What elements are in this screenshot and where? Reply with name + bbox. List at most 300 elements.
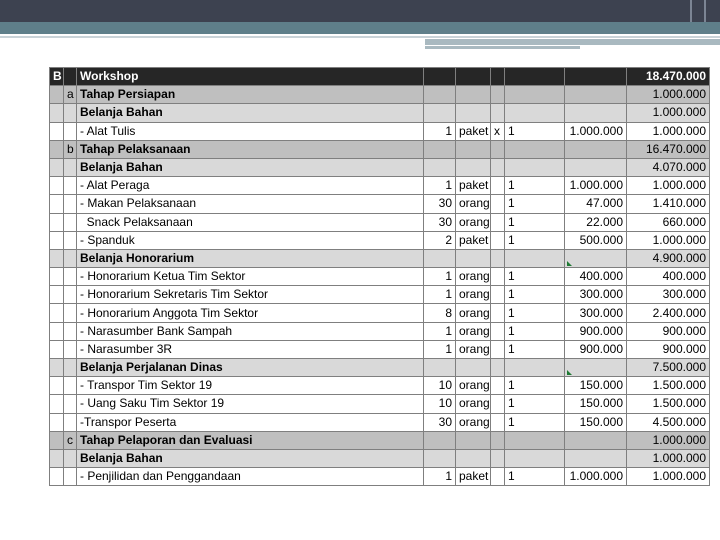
unit-price (565, 395, 627, 413)
item-frequency (505, 322, 565, 340)
table-row (50, 68, 710, 86)
item-quantity-text: 1 (445, 323, 452, 338)
table-row (50, 377, 710, 395)
item-description-text: Tahap Pelaporan dan Evaluasi (80, 432, 253, 447)
section-code (50, 395, 64, 413)
unit-price (565, 268, 627, 286)
line-total (627, 286, 710, 304)
table-row (50, 395, 710, 413)
multiply-sign (491, 140, 505, 158)
item-unit (456, 249, 491, 267)
item-quantity-text: 30 (438, 214, 452, 229)
item-description (77, 377, 424, 395)
item-quantity-text: 30 (438, 414, 452, 429)
unit-price-text: 150.000 (579, 378, 623, 393)
item-quantity (424, 213, 456, 231)
item-unit (456, 286, 491, 304)
line-total (627, 431, 710, 449)
unit-price (565, 377, 627, 395)
multiply-sign (491, 377, 505, 395)
multiply-sign (491, 449, 505, 467)
item-frequency (505, 68, 565, 86)
unit-price (565, 468, 627, 486)
item-unit-text: orang (459, 323, 490, 338)
line-total-text: 1.000.000 (652, 105, 706, 120)
item-unit (456, 431, 491, 449)
item-unit-text: orang (459, 305, 490, 320)
item-frequency-text: 1 (508, 269, 515, 284)
item-frequency-text: 1 (508, 378, 515, 393)
budget-table-body (50, 68, 710, 486)
section-code (50, 140, 64, 158)
unit-price (565, 122, 627, 140)
item-description-text: - Alat Peraga (80, 178, 150, 193)
item-description (77, 195, 424, 213)
stage-letter (64, 468, 77, 486)
table-row (50, 231, 710, 249)
item-frequency-text: 1 (508, 287, 515, 302)
item-frequency (505, 249, 565, 267)
stage-letter (64, 213, 77, 231)
item-quantity (424, 195, 456, 213)
item-quantity-text: 1 (445, 269, 452, 284)
item-unit (456, 213, 491, 231)
table-row (50, 322, 710, 340)
item-quantity-text: 1 (445, 287, 452, 302)
item-unit-text: paket (459, 232, 489, 247)
stage-letter (64, 304, 77, 322)
item-frequency-text: 1 (508, 469, 515, 484)
item-description (77, 268, 424, 286)
unit-price-text: 1.000.000 (569, 469, 623, 484)
table-row (50, 104, 710, 122)
item-description (77, 468, 424, 486)
line-total-text: 1.410.000 (652, 196, 706, 211)
unit-price (565, 195, 627, 213)
line-total (627, 177, 710, 195)
unit-price-text: 300.000 (579, 305, 623, 320)
item-unit (456, 268, 491, 286)
unit-price (565, 68, 627, 86)
item-frequency-text: 1 (508, 414, 515, 429)
line-total-text: 4.070.000 (652, 160, 706, 175)
line-total (627, 268, 710, 286)
item-quantity (424, 468, 456, 486)
line-total (627, 304, 710, 322)
item-frequency (505, 86, 565, 104)
item-description (77, 86, 424, 104)
section-code (50, 122, 64, 140)
multiply-sign (491, 249, 505, 267)
item-quantity (424, 68, 456, 86)
line-total-text: 660.000 (662, 214, 706, 229)
item-description (77, 322, 424, 340)
item-quantity-text: 8 (445, 305, 452, 320)
line-total (627, 413, 710, 431)
item-description (77, 304, 424, 322)
item-frequency (505, 177, 565, 195)
item-frequency-text: 1 (508, 123, 515, 138)
unit-price (565, 449, 627, 467)
line-total-text: 1.000.000 (652, 232, 706, 247)
item-description-text: Belanja Bahan (80, 105, 163, 120)
multiply-sign (491, 104, 505, 122)
item-unit (456, 140, 491, 158)
section-code (50, 158, 64, 176)
item-quantity-text: 1 (445, 123, 452, 138)
unit-price (565, 322, 627, 340)
multiply-sign (491, 195, 505, 213)
item-quantity-text: 10 (438, 396, 452, 411)
item-quantity-text: 1 (445, 178, 452, 193)
stage-letter (64, 231, 77, 249)
line-total-text: 1.000.000 (652, 469, 706, 484)
item-frequency (505, 468, 565, 486)
slide-rule (425, 39, 720, 45)
multiply-sign (491, 231, 505, 249)
item-unit-text: paket (459, 123, 489, 138)
item-description-text: - Transpor Tim Sektor 19 (80, 378, 213, 393)
line-total (627, 395, 710, 413)
item-unit (456, 122, 491, 140)
multiply-sign (491, 413, 505, 431)
item-unit-text: orang (459, 414, 490, 429)
item-description-text: - Honorarium Anggota Tim Sektor (80, 305, 259, 320)
stage-letter (64, 340, 77, 358)
section-code (50, 268, 64, 286)
item-description-text: Snack Pelaksanaan (80, 214, 193, 229)
unit-price-text: 150.000 (579, 414, 623, 429)
unit-price (565, 304, 627, 322)
line-total (627, 213, 710, 231)
unit-price (565, 431, 627, 449)
item-frequency (505, 268, 565, 286)
table-row (50, 304, 710, 322)
line-total-text: 900.000 (662, 341, 706, 356)
unit-price-text: 300.000 (579, 287, 623, 302)
line-total (627, 231, 710, 249)
item-unit (456, 340, 491, 358)
multiply-sign (491, 177, 505, 195)
item-description-text: Workshop (80, 69, 139, 84)
unit-price (565, 177, 627, 195)
section-code (50, 68, 64, 86)
item-description (77, 213, 424, 231)
item-description (77, 413, 424, 431)
item-unit-text: orang (459, 396, 490, 411)
section-code (50, 104, 64, 122)
item-frequency-text: 1 (508, 232, 515, 247)
line-total (627, 249, 710, 267)
item-description (77, 249, 424, 267)
stage-letter (64, 413, 77, 431)
unit-price-text: 400.000 (579, 269, 623, 284)
item-description (77, 395, 424, 413)
header-divider (704, 0, 706, 22)
line-total-text: 18.470.000 (645, 69, 706, 84)
item-description-text: - Honorarium Sekretaris Tim Sektor (80, 287, 269, 302)
table-row (50, 122, 710, 140)
section-code (50, 86, 64, 104)
line-total (627, 104, 710, 122)
section-code (50, 449, 64, 467)
item-quantity-text: 2 (445, 232, 452, 247)
item-description (77, 122, 424, 140)
section-code (50, 359, 64, 377)
item-unit-text: paket (459, 178, 489, 193)
item-quantity-text: 10 (438, 378, 452, 393)
item-description-text: - Narasumber 3R (80, 341, 173, 356)
item-description (77, 158, 424, 176)
unit-price (565, 158, 627, 176)
item-description-text: - Uang Saku Tim Sektor 19 (80, 396, 225, 411)
item-quantity (424, 86, 456, 104)
item-unit (456, 413, 491, 431)
multiply-sign (491, 340, 505, 358)
item-frequency (505, 377, 565, 395)
line-total (627, 468, 710, 486)
section-code (50, 231, 64, 249)
item-frequency (505, 140, 565, 158)
item-frequency-text: 1 (508, 178, 515, 193)
item-unit (456, 449, 491, 467)
unit-price-text: 47.000 (586, 196, 623, 211)
multiply-sign (491, 158, 505, 176)
item-description-text: Belanja Perjalanan Dinas (80, 360, 223, 375)
item-quantity (424, 104, 456, 122)
item-frequency (505, 431, 565, 449)
stage-letter (64, 122, 77, 140)
multiply-sign (491, 304, 505, 322)
item-frequency (505, 359, 565, 377)
item-description (77, 68, 424, 86)
line-total-text: 900.000 (662, 323, 706, 338)
multiply-sign (491, 286, 505, 304)
item-quantity (424, 431, 456, 449)
item-quantity (424, 304, 456, 322)
item-unit (456, 322, 491, 340)
table-row (50, 431, 710, 449)
stage-letter (64, 377, 77, 395)
table-row (50, 177, 710, 195)
item-description-text: Belanja Bahan (80, 451, 163, 466)
unit-price (565, 249, 627, 267)
budget-table (49, 67, 710, 486)
unit-price-text: 900.000 (579, 341, 623, 356)
section-code (50, 213, 64, 231)
item-description-text: - Alat Tulis (80, 123, 136, 138)
multiply-sign (491, 395, 505, 413)
table-row (50, 359, 710, 377)
item-description (77, 340, 424, 358)
multiply-sign (491, 268, 505, 286)
item-description-text: - Narasumber Bank Sampah (80, 323, 233, 338)
section-code (50, 377, 64, 395)
unit-price (565, 413, 627, 431)
section-code (50, 413, 64, 431)
section-code-text: B (53, 69, 62, 84)
stage-letter (64, 249, 77, 267)
item-unit (456, 104, 491, 122)
line-total (627, 158, 710, 176)
item-frequency (505, 286, 565, 304)
section-code (50, 304, 64, 322)
unit-price (565, 231, 627, 249)
item-description (77, 104, 424, 122)
stage-letter (64, 322, 77, 340)
item-unit (456, 177, 491, 195)
item-quantity-text: 30 (438, 196, 452, 211)
table-row (50, 413, 710, 431)
item-unit (456, 231, 491, 249)
table-row (50, 249, 710, 267)
line-total (627, 140, 710, 158)
stage-letter (64, 177, 77, 195)
item-quantity (424, 340, 456, 358)
cell-comment-marker (567, 370, 572, 375)
unit-price-text: 1.000.000 (569, 178, 623, 193)
stage-letter (64, 195, 77, 213)
unit-price (565, 140, 627, 158)
stage-letter (64, 395, 77, 413)
section-code (50, 177, 64, 195)
unit-price-text: 900.000 (579, 323, 623, 338)
line-total-text: 400.000 (662, 269, 706, 284)
multiply-sign (491, 359, 505, 377)
item-frequency-text: 1 (508, 196, 515, 211)
item-frequency (505, 213, 565, 231)
item-frequency-text: 1 (508, 396, 515, 411)
item-quantity (424, 231, 456, 249)
line-total-text: 300.000 (662, 287, 706, 302)
item-frequency (505, 449, 565, 467)
line-total-text: 1.000.000 (652, 178, 706, 193)
item-unit (456, 158, 491, 176)
item-description (77, 286, 424, 304)
line-total-text: 4.900.000 (652, 250, 706, 265)
item-frequency-text: 1 (508, 341, 515, 356)
section-code (50, 286, 64, 304)
item-quantity (424, 249, 456, 267)
line-total-text: 1.500.000 (652, 378, 706, 393)
item-quantity (424, 286, 456, 304)
line-total-text: 16.470.000 (645, 141, 706, 156)
item-description-text: -Transpor Peserta (80, 414, 177, 429)
table-row (50, 468, 710, 486)
item-description-text: - Makan Pelaksanaan (80, 196, 197, 211)
table-row (50, 86, 710, 104)
item-frequency-text: 1 (508, 214, 515, 229)
item-unit-text: paket (459, 469, 489, 484)
line-total-text: 7.500.000 (652, 360, 706, 375)
stage-letter (64, 449, 77, 467)
item-unit (456, 68, 491, 86)
item-quantity-text: 1 (445, 341, 452, 356)
item-frequency-text: 1 (508, 305, 515, 320)
multiply-sign (491, 468, 505, 486)
item-unit (456, 377, 491, 395)
unit-price (565, 86, 627, 104)
item-description (77, 449, 424, 467)
unit-price (565, 359, 627, 377)
item-description-text: - Penjilidan dan Penggandaan (80, 469, 241, 484)
section-code (50, 322, 64, 340)
unit-price (565, 213, 627, 231)
section-code (50, 195, 64, 213)
item-frequency-text: 1 (508, 323, 515, 338)
line-total (627, 322, 710, 340)
item-description (77, 431, 424, 449)
item-frequency (505, 413, 565, 431)
stage-letter-text: b (67, 141, 74, 156)
multiply-sign (491, 322, 505, 340)
item-frequency (505, 195, 565, 213)
unit-price-text: 22.000 (586, 214, 623, 229)
line-total (627, 68, 710, 86)
item-description-text: Tahap Persiapan (80, 87, 176, 102)
table-row (50, 449, 710, 467)
item-quantity (424, 377, 456, 395)
item-description (77, 177, 424, 195)
item-quantity (424, 158, 456, 176)
line-total-text: 1.500.000 (652, 396, 706, 411)
slide-header-bar (0, 0, 720, 22)
item-unit-text: orang (459, 378, 490, 393)
line-total-text: 1.000.000 (652, 123, 706, 138)
line-total (627, 377, 710, 395)
item-description-text: - Spanduk (80, 232, 135, 247)
item-quantity (424, 322, 456, 340)
unit-price-text: 500.000 (579, 232, 623, 247)
item-description (77, 359, 424, 377)
item-unit (456, 468, 491, 486)
line-total (627, 359, 710, 377)
item-description-text: Tahap Pelaksanaan (80, 141, 191, 156)
line-total-text: 1.000.000 (652, 432, 706, 447)
item-unit-text: orang (459, 214, 490, 229)
stage-letter (64, 86, 77, 104)
line-total-text: 1.000.000 (652, 87, 706, 102)
unit-price (565, 340, 627, 358)
section-code (50, 340, 64, 358)
unit-price (565, 286, 627, 304)
item-quantity (424, 395, 456, 413)
line-total-text: 2.400.000 (652, 305, 706, 320)
section-code (50, 431, 64, 449)
stage-letter (64, 431, 77, 449)
stage-letter (64, 68, 77, 86)
multiply-sign (491, 213, 505, 231)
item-frequency (505, 104, 565, 122)
line-total (627, 340, 710, 358)
item-unit (456, 395, 491, 413)
item-quantity (424, 359, 456, 377)
line-total-text: 4.500.000 (652, 414, 706, 429)
item-quantity (424, 268, 456, 286)
multiply-sign (491, 122, 505, 140)
section-code (50, 468, 64, 486)
stage-letter-text: c (67, 432, 73, 447)
table-row (50, 213, 710, 231)
item-description-text: Belanja Bahan (80, 160, 163, 175)
table-row (50, 195, 710, 213)
slide-rule (425, 46, 580, 49)
item-quantity (424, 413, 456, 431)
item-description (77, 140, 424, 158)
unit-price-text: 150.000 (579, 396, 623, 411)
table-row (50, 158, 710, 176)
item-unit-text: orang (459, 269, 490, 284)
